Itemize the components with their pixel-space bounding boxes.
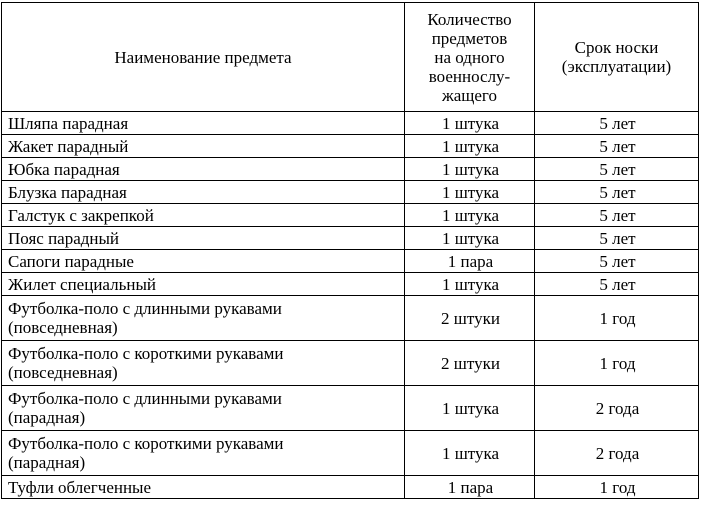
header-quantity-line: военнослу-: [428, 66, 511, 86]
item-name-line: Футболка-поло с длинными рукавами: [8, 389, 282, 408]
quantity-cell: 1 штука: [405, 273, 535, 296]
item-name-line: Блузка парадная: [8, 182, 127, 202]
item-name-cell: [2, 181, 405, 204]
item-name-line: (повседневная): [8, 318, 118, 337]
table-row: [2, 341, 699, 386]
item-name-cell: [2, 431, 405, 476]
term-cell: 5 лет: [535, 250, 699, 273]
header-quantity-line: предметов: [431, 28, 508, 48]
table-row: [2, 227, 699, 250]
item-name-cell: [2, 204, 405, 227]
item-name-line: Юбка парадная: [8, 159, 120, 179]
item-name-line: Футболка-поло с длинными рукавами: [8, 299, 282, 318]
table-row: [2, 296, 699, 341]
quantity-cell: 1 штука: [405, 431, 535, 476]
uniform-norms-table: [1, 2, 699, 499]
item-name-cell: [2, 273, 405, 296]
quantity-cell: 1 штука: [405, 386, 535, 431]
table-header-row: [2, 3, 699, 112]
table-row: [2, 181, 699, 204]
term-cell: 1 год: [535, 476, 699, 499]
item-name-line: (парадная): [8, 408, 86, 427]
item-name-line: Галстук с закрепкой: [8, 205, 154, 225]
item-name-cell: [2, 386, 405, 431]
quantity-cell: 1 штука: [405, 135, 535, 158]
item-name-cell: [2, 158, 405, 181]
quantity-cell: 1 штука: [405, 204, 535, 227]
term-cell: 2 года: [535, 431, 699, 476]
header-term: [535, 3, 699, 112]
item-name-line: Туфли облегченные: [8, 477, 152, 497]
item-name-line: (парадная): [8, 453, 86, 472]
item-name-cell: [2, 476, 405, 499]
table-row: [2, 386, 699, 431]
term-cell: 5 лет: [535, 112, 699, 135]
item-name-line: Жилет специальный: [8, 274, 156, 294]
quantity-cell: 1 штука: [405, 181, 535, 204]
header-quantity-line: Количество: [427, 9, 512, 29]
table-row: [2, 204, 699, 227]
item-name-line: Шляпа парадная: [8, 113, 129, 133]
table-row: [2, 273, 699, 296]
quantity-cell: 1 штука: [405, 112, 535, 135]
header-term-line: (эксплуатации): [561, 57, 672, 76]
item-name-cell: [2, 250, 405, 273]
item-name-line: Пояс парадный: [8, 228, 120, 248]
table-row: [2, 135, 699, 158]
term-cell: 5 лет: [535, 158, 699, 181]
quantity-cell: 2 штуки: [405, 341, 535, 386]
term-cell: 1 год: [535, 296, 699, 341]
term-cell: 5 лет: [535, 135, 699, 158]
item-name-cell: [2, 341, 405, 386]
item-name-line: Сапоги парадные: [8, 251, 134, 271]
item-name-cell: [2, 227, 405, 250]
item-name-cell: [2, 135, 405, 158]
table-row: [2, 250, 699, 273]
quantity-cell: 2 штуки: [405, 296, 535, 341]
header-term-line: Срок носки: [574, 38, 659, 57]
item-name-cell: [2, 112, 405, 135]
term-cell: 5 лет: [535, 204, 699, 227]
term-cell: 2 года: [535, 386, 699, 431]
quantity-cell: 1 пара: [405, 476, 535, 499]
quantity-cell: 1 штука: [405, 227, 535, 250]
header-quantity-line: на одного: [434, 47, 505, 67]
table-row: [2, 158, 699, 181]
header-quantity-line: жащего: [442, 85, 497, 105]
table-row: [2, 476, 699, 499]
header-item-name: Наименование предмета: [2, 3, 405, 112]
term-cell: 5 лет: [535, 273, 699, 296]
term-cell: 5 лет: [535, 181, 699, 204]
item-name-cell: [2, 296, 405, 341]
table-body: [2, 112, 699, 499]
quantity-cell: 1 штука: [405, 158, 535, 181]
item-name-line: Футболка-поло с короткими рукавами: [8, 344, 284, 363]
table-row: [2, 112, 699, 135]
term-cell: 5 лет: [535, 227, 699, 250]
item-name-line: Футболка-поло с короткими рукавами: [8, 434, 284, 453]
quantity-cell: 1 пара: [405, 250, 535, 273]
item-name-line: Жакет парадный: [8, 136, 129, 156]
term-cell: 1 год: [535, 341, 699, 386]
item-name-line: (повседневная): [8, 363, 118, 382]
header-quantity: [405, 3, 535, 112]
table-row: [2, 431, 699, 476]
